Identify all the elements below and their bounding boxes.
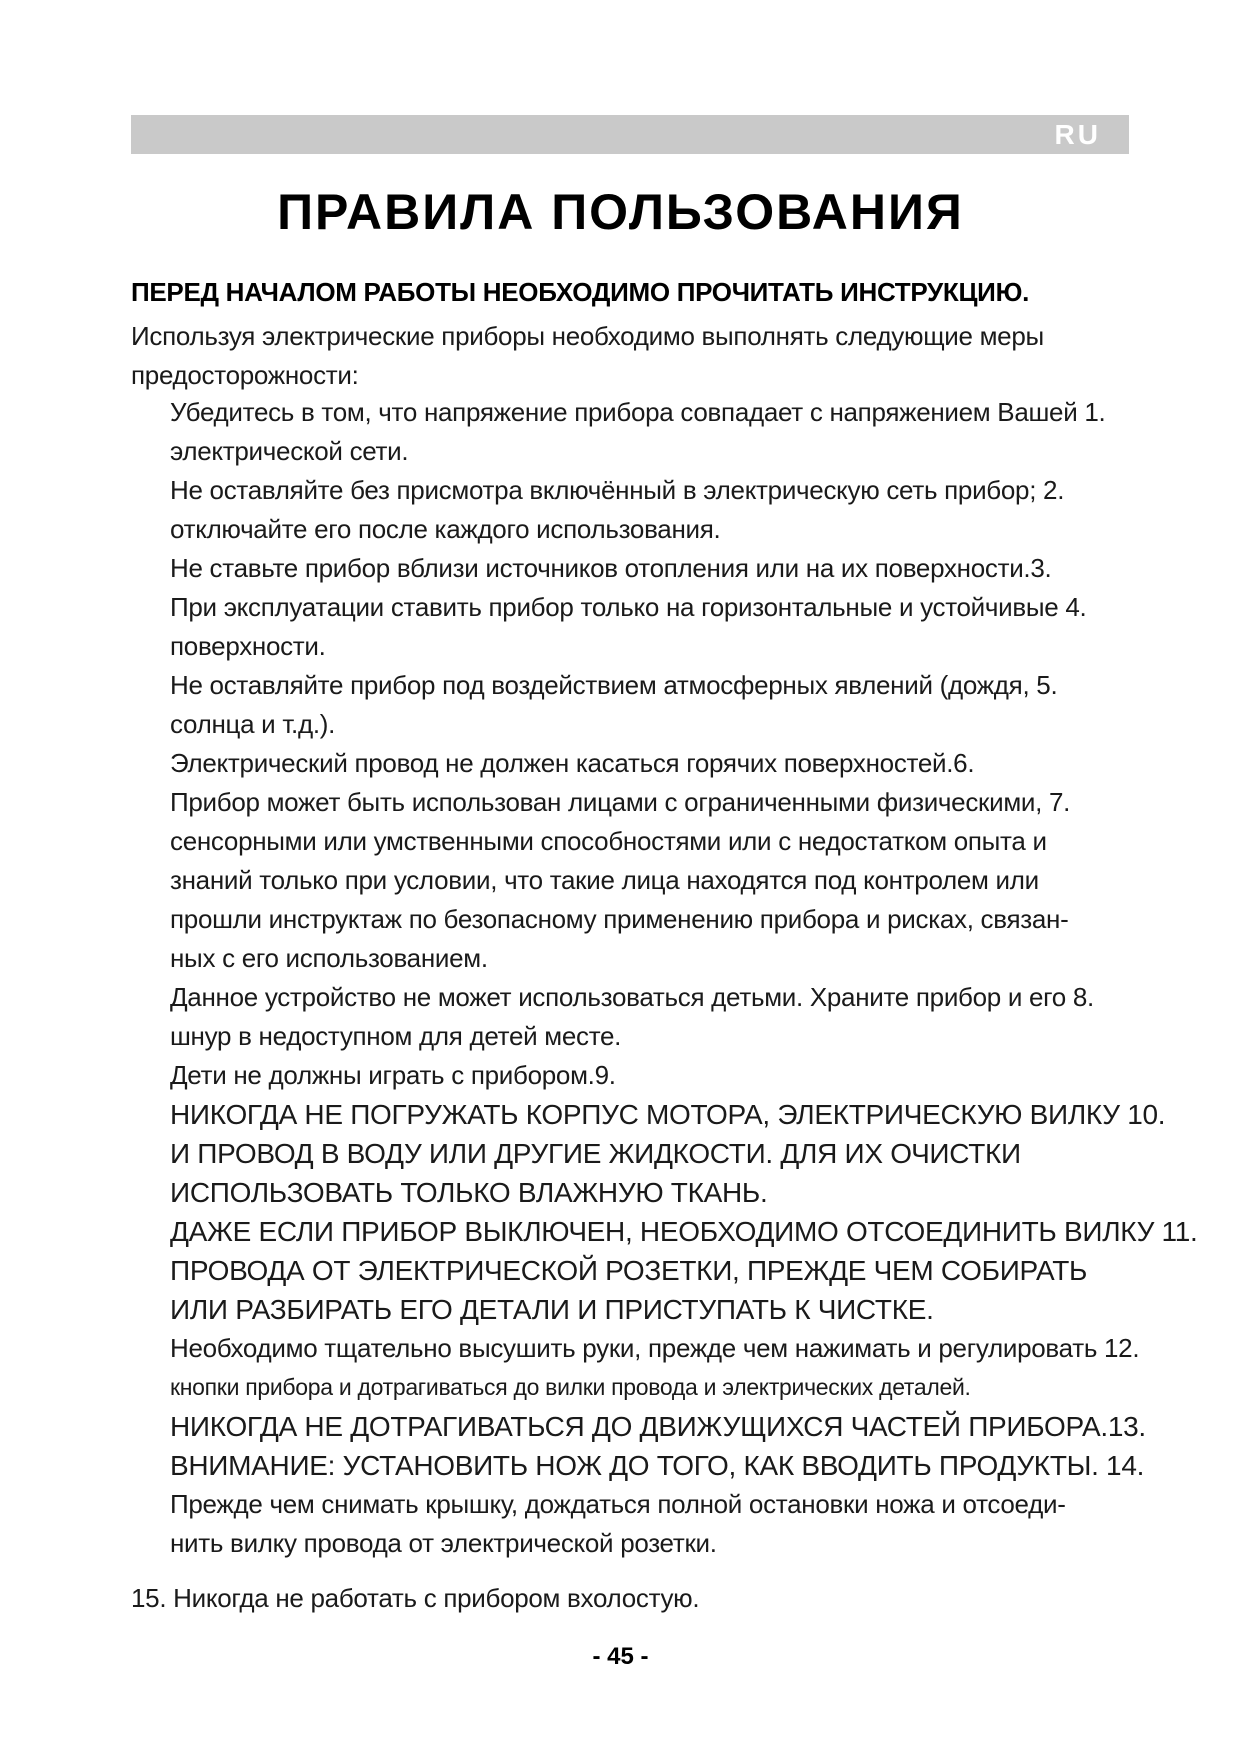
rule-line: Не ставьте прибор вблизи источников отопления или на их поверхности.3. [170, 553, 1052, 583]
rule-13 [170, 1407, 1210, 1446]
rule-line: ПРОВОДА ОТ ЭЛЕКТРИЧЕСКОЙ РОЗЕТКИ, ПРЕЖДЕ ЧЕМ СОБИРАТЬ [170, 1255, 1088, 1286]
rule-9 [170, 1056, 1210, 1095]
rule-line: Убедитесь в том, что напряжение прибора совпадает с напряжением Вашей 1. [170, 397, 1106, 427]
rule-line: Данное устройство не может использоваться детьми. Храните прибор и его 8. [170, 982, 1094, 1012]
rule-line: ВНИМАНИЕ: УСТАНОВИТЬ НОЖ ДО ТОГО, КАК ВВОДИТЬ ПРОДУКТЫ. 14. [170, 1450, 1145, 1481]
rule-7 [170, 783, 1210, 978]
rule-line: солнца и т.д.). [170, 709, 336, 739]
rule-line: Необходимо тщательно высушить руки, прежде чем нажимать и регулировать 12. [170, 1333, 1140, 1363]
language-code: RU [1054, 119, 1101, 150]
rule-line: шнур в недоступном для детей месте. [170, 1021, 622, 1051]
rules-list [170, 393, 1210, 1563]
rule-15: 15. Никогда не работать с прибором вхолостую. [131, 1583, 700, 1613]
rule-line: ИЛИ РАЗБИРАТЬ ЕГО ДЕТАЛИ И ПРИСТУПАТЬ К ЧИСТКЕ. [170, 1294, 934, 1325]
rule-line: электрической сети. [170, 436, 409, 466]
rule-line: кнопки прибора и дотрагиваться до вилки провода и электрических деталей. [170, 1374, 971, 1400]
rule-5 [170, 666, 1210, 744]
rule-line: поверхности. [170, 631, 326, 661]
rule-6 [170, 744, 1210, 783]
rule-line: Прежде чем снимать крышку, дождаться полной остановки ножа и отсоеди- [170, 1489, 1066, 1519]
rule-line: Не оставляйте без присмотра включённый в электрическую сеть прибор; 2. [170, 475, 1065, 505]
rule-1 [170, 393, 1210, 471]
rule-line: НИКОГДА НЕ ПОГРУЖАТЬ КОРПУС МОТОРА, ЭЛЕКТРИЧЕСКУЮ ВИЛКУ 10. [170, 1099, 1166, 1130]
rule-line: ДАЖЕ ЕСЛИ ПРИБОР ВЫКЛЮЧЕН, НЕОБХОДИМО ОТСОЕДИНИТЬ ВИЛКУ 11. [170, 1216, 1198, 1247]
rule-line: знаний только при условии, что такие лица находятся под контролем или [170, 865, 1039, 895]
page-number: - 45 - [592, 1643, 649, 1670]
rule-line: И ПРОВОД В ВОДУ ИЛИ ДРУГИЕ ЖИДКОСТИ. ДЛЯ ИХ ОЧИСТКИ [170, 1138, 1021, 1169]
rule-line: Не оставляйте прибор под воздействием атмосферных явлений (дождя, 5. [170, 670, 1058, 700]
rule-12 [170, 1329, 1210, 1407]
rule-11 [170, 1212, 1210, 1329]
rule-line: Прибор может быть использован лицами с ограниченными физическими, 7. [170, 787, 1071, 817]
rule-line: Дети не должны играть с прибором.9. [170, 1060, 616, 1090]
rule-2 [170, 471, 1210, 549]
rule-line: сенсорными или умственными способностями или с недостатком опыта и [170, 826, 1047, 856]
rule-3 [170, 549, 1210, 588]
rule-line: НИКОГДА НЕ ДОТРАГИВАТЬСЯ ДО ДВИЖУЩИХСЯ ЧАСТЕЙ ПРИБОРА.13. [170, 1411, 1146, 1442]
rule-line: ИСПОЛЬЗОВАТЬ ТОЛЬКО ВЛАЖНУЮ ТКАНЬ. [170, 1177, 768, 1208]
intro-text-line-2: предосторожности: [131, 360, 359, 390]
intro-text [131, 317, 1131, 395]
rule-line: прошли инструктаж по безопасному применению прибора и рисках, связан- [170, 904, 1069, 934]
rule-line: Электрический провод не должен касаться горячих поверхностей.6. [170, 748, 975, 778]
rule-8 [170, 978, 1210, 1056]
rule-line: отключайте его после каждого использования. [170, 514, 721, 544]
rule-line: ных с его использованием. [170, 943, 488, 973]
page-title: ПРАВИЛА ПОЛЬЗОВАНИЯ [277, 184, 964, 240]
rule-4 [170, 588, 1210, 666]
rule-line: нить вилку провода от электрической розетки. [170, 1528, 717, 1558]
rule-14 [170, 1446, 1210, 1563]
rule-10 [170, 1095, 1210, 1212]
language-bar [131, 115, 1129, 154]
intro-text-line-1: Используя электрические приборы необходимо выполнять следующие меры [131, 321, 1044, 351]
rule-line: При эксплуатации ставить прибор только на горизонтальные и устойчивые 4. [170, 592, 1087, 622]
intro-heading: ПЕРЕД НАЧАЛОМ РАБОТЫ НЕОБХОДИМО ПРОЧИТАТЬ ИНСТРУКЦИЮ. [131, 277, 1030, 307]
